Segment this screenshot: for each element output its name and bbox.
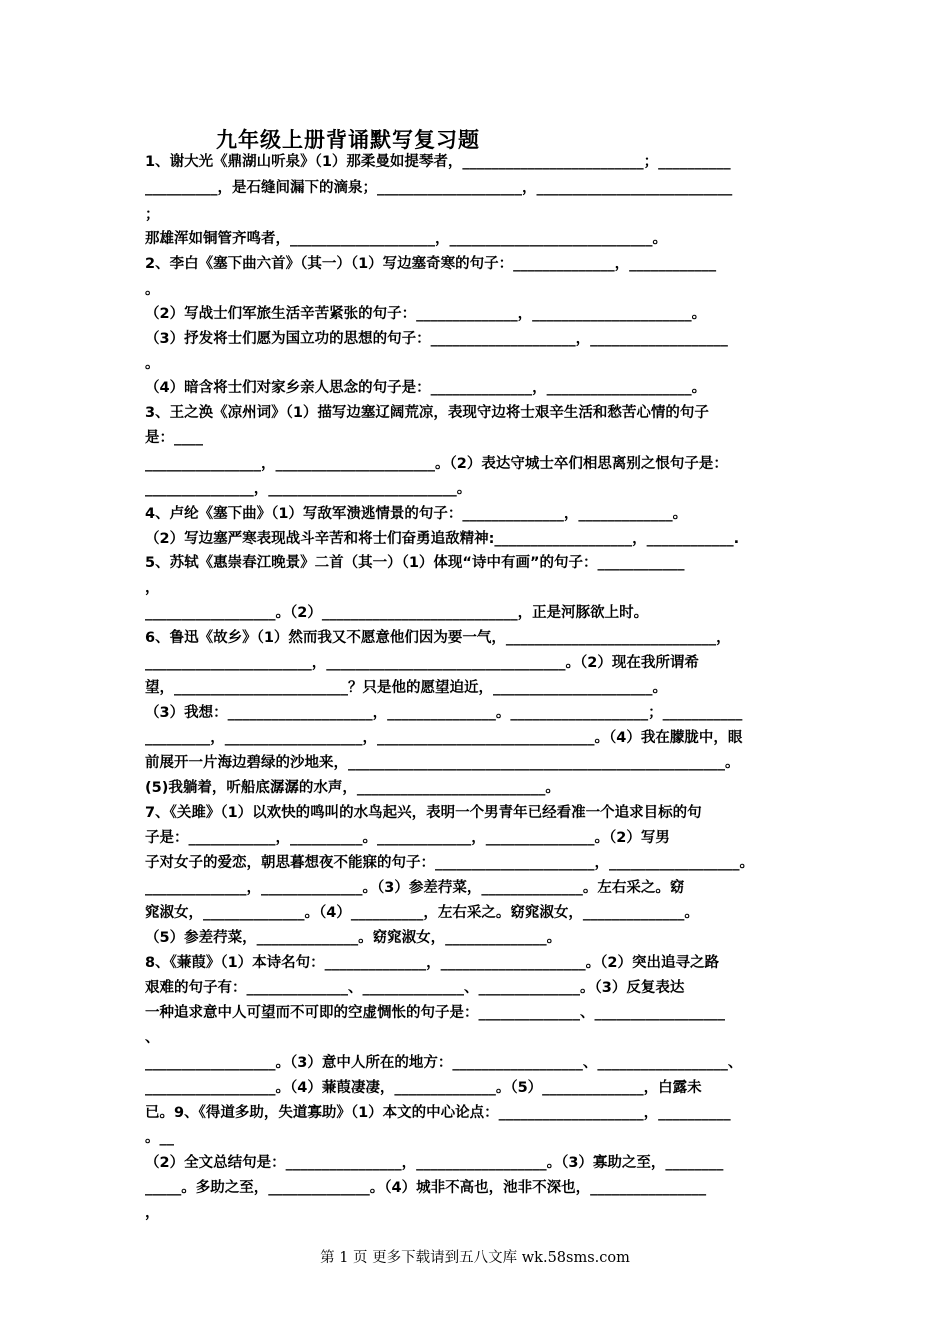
- text-line: 8、《蒹葭》（1）本诗名句：______________，____________________。（2）突出追寻之路: [145, 955, 720, 971]
- text-line: （4）暗含将士们对家乡亲人思念的句子是：______________，____________________。: [145, 380, 707, 396]
- text-line: 2、李白《塞下曲六首》（其一）（1）写边塞奇寒的句子：______________，____________: [145, 256, 717, 272]
- text-line: __________________。（2）___________________________，正是河豚欲上时。: [145, 605, 649, 621]
- text-line: 3、王之涣《凉州词》（1）描写边塞辽阔荒凉，表现守边将士艰辛生活和愁苦心情的句子: [145, 405, 709, 421]
- text-line: __________________。（4）蒹葭凄凄，______________。（5）______________，白露未: [145, 1080, 702, 1096]
- text-line: 。__: [145, 1130, 174, 1146]
- text-line: __________________。（3）意中人所在的地方：__________________、__________________、: [145, 1055, 743, 1071]
- text-line: _______________，__________________________。: [145, 481, 472, 497]
- text-line: 前展开一片海边碧绿的沙地来，____________________________________________________。: [145, 755, 740, 771]
- text-line: ，: [145, 580, 160, 596]
- text-line: （3）抒发将士们愿为国立功的思想的句子：____________________，___________________: [145, 331, 728, 347]
- text-line: （2）全文总结句是：________________，__________________。（3）寡助之至，________: [145, 1155, 724, 1171]
- text-line: 7、《关雎》（1）以欢快的鸣叫的水鸟起兴，表明一个男青年已经看准一个追求目标的句: [145, 805, 702, 821]
- text-line: 已。9、《得道多助，失道寡助》（1）本文的中心论点：____________________，__________: [145, 1105, 731, 1121]
- text-line: 子对女子的爱恋，朝思暮想夜不能寐的句子：______________________，__________________。: [145, 855, 754, 871]
- text-line: __________，是石缝间漏下的滴泉；____________________，___________________________: [145, 180, 733, 196]
- text-line: 1、谢大光《鼎湖山听泉》（1）那柔曼如提琴者，_________________________；__________: [145, 154, 731, 170]
- text-line: _____。多助之至，______________。（4）城非不高也，池非不深也，________________: [145, 1180, 707, 1196]
- text-line: 。: [145, 282, 160, 298]
- text-line: 一种追求意中人可望而不可即的空虚惆怅的句子是：______________、__________________: [145, 1005, 725, 1021]
- text-line: 、: [145, 1030, 160, 1046]
- text-line: 。: [145, 356, 160, 372]
- text-line: 5、苏轼《惠崇春江晚景》二首（其一）（1）体现“诗中有画”的句子：____________: [145, 555, 685, 571]
- text-line: 望，________________________？只是他的愿望迫近，______________________。: [145, 680, 667, 696]
- text-line: ，: [145, 1205, 160, 1221]
- text-line: 6、鲁迅《故乡》（1）然而我又不愿意他们因为要一气，_____________________________，: [145, 630, 731, 646]
- text-line: (5)我躺着，听船底潺潺的水声，__________________________。: [145, 780, 560, 796]
- text-line: 艰难的句子有：______________、______________、______________。（3）反复表达: [145, 980, 685, 996]
- text-line: （2）写边塞严寒表现战斗辛苦和将士们奋勇追敌精神:___________________，____________.: [145, 531, 740, 547]
- page-footer: 第 1 页 更多下载请到五八文库 wk.58sms.com: [320, 1250, 630, 1266]
- text-line: _______________________，_________________________________。（2）现在我所谓希: [145, 655, 699, 671]
- text-line: （5）参差荇菜，______________。窈窕淑女，______________。: [145, 930, 562, 946]
- text-line: 那雄浑如铜管齐鸣者，____________________，____________________________。: [145, 231, 667, 247]
- page-title: 九年级上册背诵默写复习题: [216, 128, 480, 152]
- text-line: （2）写战士们军旅生活辛苦紧张的句子：______________，______________________。: [145, 306, 707, 322]
- text-line: ；: [145, 207, 160, 223]
- text-line: 是：____: [145, 430, 203, 446]
- text-line: 窕淑女，______________。（4）__________，左右采之。窈窕淑女，______________。: [145, 905, 699, 921]
- text-line: ________________，______________________。（2）表达守城士卒们相思离别之恨句子是：: [145, 456, 728, 472]
- text-line: 4、卢纶《塞下曲》（1）写敌军溃逃情景的句子：______________，_____________。: [145, 506, 688, 522]
- text-line: _________，___________________，______________________________。（4）我在朦胧中，眼: [145, 730, 743, 746]
- text-line: （3）我想：____________________，_______________。___________________；___________: [145, 705, 743, 721]
- text-line: 子是：____________，__________。_____________，_______________。（2）写男: [145, 830, 670, 846]
- text-line: ______________，______________。（3）参差荇菜，______________。左右采之。窈: [145, 880, 685, 896]
